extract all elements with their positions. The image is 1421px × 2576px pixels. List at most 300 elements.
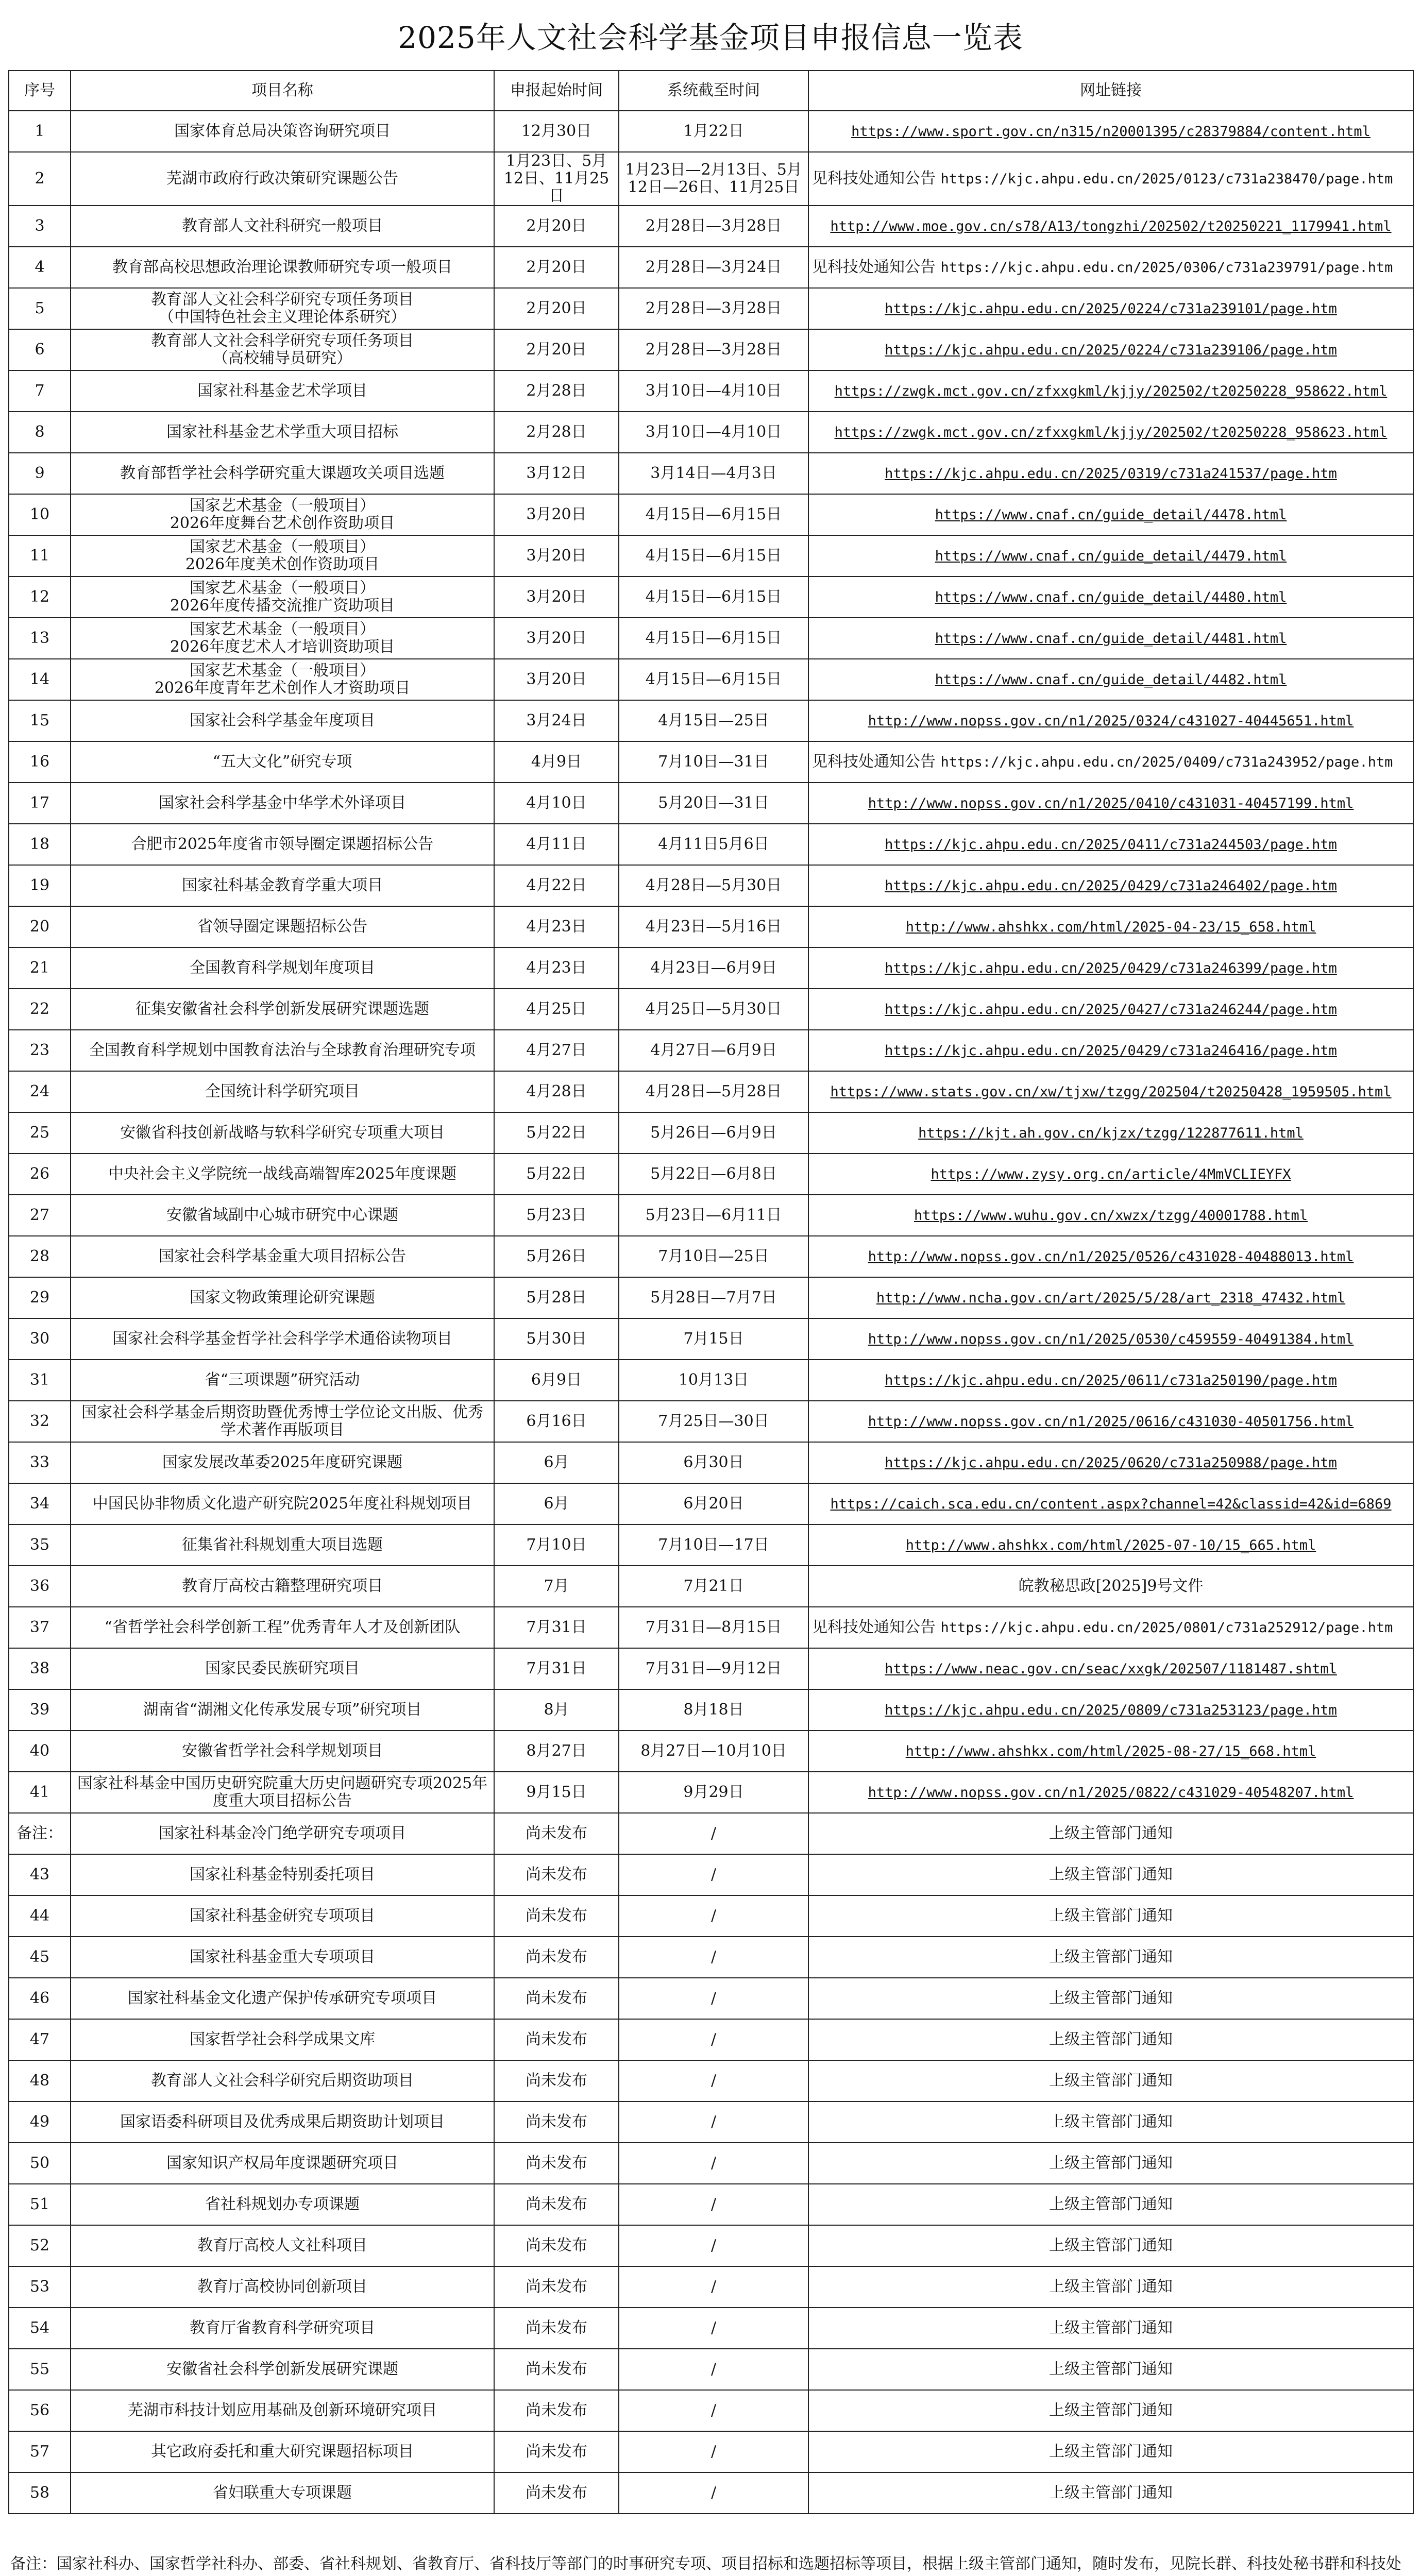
link-cell <box>808 1112 1413 1154</box>
project-name: 安徽省域副中心城市研究中心课题 <box>71 1195 494 1236</box>
row-number: 2 <box>9 152 71 206</box>
end-date: / <box>619 1978 808 2019</box>
page-title: 2025年人文社会科学基金项目申报信息一览表 <box>398 20 1023 55</box>
table-row <box>9 783 1413 824</box>
table-row <box>9 1483 1413 1524</box>
start-date: 7月31日 <box>494 1648 619 1689</box>
table-row <box>9 1318 1413 1360</box>
end-date: 4月25日—5月30日 <box>619 989 808 1030</box>
table-row <box>9 1648 1413 1689</box>
project-link[interactable]: http://www.ahshkx.com/html/2025-07-10/15_665.html <box>905 1537 1316 1553</box>
table-row <box>9 2472 1413 2514</box>
row-number: 28 <box>9 1236 71 1277</box>
notice-url[interactable]: https://kjc.ahpu.edu.cn/2025/0306/c731a239791/page.htm <box>940 259 1393 276</box>
table-row <box>9 1524 1413 1566</box>
header-start: 申报起始时间 <box>494 71 619 111</box>
row-number: 9 <box>9 453 71 494</box>
table-row <box>9 370 1413 412</box>
end-date: 4月23日—6月9日 <box>619 947 808 989</box>
project-link[interactable]: http://www.nopss.gov.cn/n1/2025/0324/c431027-40445651.html <box>868 713 1354 729</box>
start-date: 6月16日 <box>494 1401 619 1442</box>
project-name-line: 2026年度青年艺术创作人才资助项目 <box>154 679 411 697</box>
row-number: 24 <box>9 1071 71 1112</box>
table-row <box>9 1112 1413 1154</box>
project-link[interactable]: http://www.ahshkx.com/html/2025-08-27/15_668.html <box>905 1743 1316 1759</box>
link-cell: 上级主管部门通知 <box>808 2390 1413 2431</box>
start-date: 尚未发布 <box>494 2184 619 2225</box>
header-name: 项目名称 <box>71 71 494 111</box>
table-row <box>9 1277 1413 1318</box>
row-number: 7 <box>9 370 71 412</box>
project-link[interactable]: https://kjt.ah.gov.cn/kjzx/tzgg/122877611.html <box>918 1125 1304 1141</box>
project-link[interactable]: https://kjc.ahpu.edu.cn/2025/0429/c731a246399/page.htm <box>885 960 1337 976</box>
end-date: 7月25日—30日 <box>619 1401 808 1442</box>
end-date: 4月15日—6月15日 <box>619 494 808 535</box>
footer-note: 备注：国家社科办、国家哲学社科办、部委、省社科规划、省教育厅、省科技厅等部门的时事研究专项、项目招标和选题招标等项目，根据上级主管部门通知，随时发布，见院长群、科技处秘书群和科技处 <box>10 2555 1401 2573</box>
project-name-line: 国家艺术基金（一般项目） <box>190 620 375 638</box>
start-date: 尚未发布 <box>494 2102 619 2143</box>
end-date: / <box>619 2308 808 2349</box>
link-cell <box>808 329 1413 370</box>
table-row <box>9 206 1413 247</box>
link-cell <box>808 1772 1413 1813</box>
row-number: 6 <box>9 329 71 370</box>
project-name <box>71 329 494 370</box>
link-cell <box>808 1030 1413 1071</box>
link-cell <box>808 1524 1413 1566</box>
table-row <box>9 2102 1413 2143</box>
link-cell <box>808 1277 1413 1318</box>
project-link[interactable]: https://kjc.ahpu.edu.cn/2025/0411/c731a244503/page.htm <box>885 836 1337 853</box>
row-number: 18 <box>9 824 71 865</box>
end-date: 2月28日—3月28日 <box>619 206 808 247</box>
project-name: 芜湖市政府行政决策研究课题公告 <box>71 152 494 206</box>
project-link[interactable]: https://zwgk.mct.gov.cn/zfxxgkml/kjjy/202502/t20250228_958623.html <box>834 424 1388 440</box>
start-date: 3月20日 <box>494 659 619 700</box>
link-cell: 上级主管部门通知 <box>808 1813 1413 1854</box>
project-name: 教育部人文社科研究一般项目 <box>71 206 494 247</box>
row-number: 3 <box>9 206 71 247</box>
project-name: “五大文化”研究专项 <box>71 741 494 783</box>
end-date: / <box>619 2060 808 2102</box>
table-row <box>9 535 1413 577</box>
start-date: 7月10日 <box>494 1524 619 1566</box>
table-row <box>9 659 1413 700</box>
start-date: 6月 <box>494 1442 619 1483</box>
project-name: 教育部高校思想政治理论课教师研究专项一般项目 <box>71 247 494 288</box>
row-number: 22 <box>9 989 71 1030</box>
start-date: 5月23日 <box>494 1195 619 1236</box>
start-date: 8月 <box>494 1689 619 1731</box>
row-number: 21 <box>9 947 71 989</box>
project-name: 国家社会科学基金重大项目招标公告 <box>71 1236 494 1277</box>
link-cell <box>808 1607 1413 1648</box>
row-number: 53 <box>9 2266 71 2308</box>
start-date: 7月31日 <box>494 1607 619 1648</box>
table-row <box>9 2308 1413 2349</box>
end-date: 5月22日—6月8日 <box>619 1154 808 1195</box>
row-number: 40 <box>9 1731 71 1772</box>
start-date: 8月27日 <box>494 1731 619 1772</box>
table-row <box>9 2019 1413 2060</box>
project-name: 征集省社科规划重大项目选题 <box>71 1524 494 1566</box>
start-date: 尚未发布 <box>494 2266 619 2308</box>
project-name <box>71 288 494 329</box>
project-name: 中国民协非物质文化遗产研究院2025年度社科规划项目 <box>71 1483 494 1524</box>
end-date: / <box>619 2143 808 2184</box>
end-date: 7月10日—25日 <box>619 1236 808 1277</box>
start-date: 3月20日 <box>494 577 619 618</box>
project-link[interactable]: https://www.stats.gov.cn/xw/tjxw/tzgg/202504/t20250428_1959505.html <box>830 1083 1392 1100</box>
table-header-row <box>9 71 1413 111</box>
project-link[interactable]: http://www.ahshkx.com/html/2025-04-23/15_658.html <box>905 919 1316 935</box>
table-row <box>9 2225 1413 2266</box>
start-date: 2月20日 <box>494 329 619 370</box>
project-name-line: 2026年度美术创作资助项目 <box>185 555 380 573</box>
project-link[interactable]: http://www.nopss.gov.cn/n1/2025/0822/c431029-40548207.html <box>868 1784 1354 1801</box>
start-date: 4月22日 <box>494 865 619 906</box>
project-link[interactable]: https://caich.sca.edu.cn/content.aspx?channel=42&classid=42&id=6869 <box>830 1496 1392 1512</box>
project-link[interactable]: https://www.neac.gov.cn/seac/xxgk/202507/1181487.shtml <box>885 1660 1337 1677</box>
row-number: 29 <box>9 1277 71 1318</box>
row-number: 38 <box>9 1648 71 1689</box>
row-number: 19 <box>9 865 71 906</box>
end-date: 2月28日—3月28日 <box>619 329 808 370</box>
start-date: 4月28日 <box>494 1071 619 1112</box>
row-number: 15 <box>9 700 71 741</box>
row-number: 4 <box>9 247 71 288</box>
project-link[interactable]: http://www.nopss.gov.cn/n1/2025/0526/c431028-40488013.html <box>868 1248 1354 1265</box>
table-row <box>9 2390 1413 2431</box>
table-row <box>9 989 1413 1030</box>
table-row <box>9 247 1413 288</box>
start-date: 5月22日 <box>494 1154 619 1195</box>
table-row <box>9 1030 1413 1071</box>
table-row <box>9 1772 1413 1813</box>
project-name-line: 国家艺术基金（一般项目） <box>190 662 375 680</box>
project-link[interactable]: https://kjc.ahpu.edu.cn/2025/0429/c731a246402/page.htm <box>885 877 1337 894</box>
row-number: 47 <box>9 2019 71 2060</box>
start-date: 尚未发布 <box>494 1813 619 1854</box>
table-row <box>9 824 1413 865</box>
row-number: 33 <box>9 1442 71 1483</box>
row-number: 54 <box>9 2308 71 2349</box>
project-name: 国家社会科学基金后期资助暨优秀博士学位论文出版、优秀学术著作再版项目 <box>71 1401 494 1442</box>
project-name: 教育厅高校人文社科项目 <box>71 2225 494 2266</box>
project-name-line: 国家艺术基金（一般项目） <box>190 538 375 556</box>
table-row <box>9 741 1413 783</box>
project-link[interactable]: https://kjc.ahpu.edu.cn/2025/0429/c731a246416/page.htm <box>885 1042 1337 1059</box>
row-number: 32 <box>9 1401 71 1442</box>
link-cell: 上级主管部门通知 <box>808 2431 1413 2472</box>
start-date: 2月28日 <box>494 412 619 453</box>
project-name: 省社科规划办专项课题 <box>71 2184 494 2225</box>
link-cell <box>808 206 1413 247</box>
project-name: 国家社会科学基金哲学社会科学学术通俗读物项目 <box>71 1318 494 1360</box>
start-date: 3月20日 <box>494 535 619 577</box>
link-cell <box>808 152 1413 206</box>
link-cell <box>808 1648 1413 1689</box>
start-date: 尚未发布 <box>494 1978 619 2019</box>
link-cell <box>808 659 1413 700</box>
project-name: 教育部哲学社会科学研究重大课题攻关项目选题 <box>71 453 494 494</box>
row-number: 52 <box>9 2225 71 2266</box>
table-row <box>9 1236 1413 1277</box>
end-date: 4月28日—5月28日 <box>619 1071 808 1112</box>
table-row <box>9 288 1413 329</box>
start-date: 2月20日 <box>494 206 619 247</box>
notice-url[interactable]: https://kjc.ahpu.edu.cn/2025/0409/c731a243952/page.htm <box>940 754 1393 770</box>
table-row <box>9 1731 1413 1772</box>
start-date: 尚未发布 <box>494 1854 619 1895</box>
end-date: / <box>619 2390 808 2431</box>
project-name <box>71 577 494 618</box>
link-cell: 上级主管部门通知 <box>808 2308 1413 2349</box>
row-number: 46 <box>9 1978 71 2019</box>
table-row <box>9 494 1413 535</box>
table-row <box>9 2431 1413 2472</box>
project-link[interactable]: https://www.cnaf.cn/guide_detail/4479.html <box>935 548 1287 564</box>
table-row <box>9 906 1413 947</box>
link-cell <box>808 453 1413 494</box>
row-number: 5 <box>9 288 71 329</box>
project-name: 国家社科基金中国历史研究院重大历史问题研究专项2025年度重大项目招标公告 <box>71 1772 494 1813</box>
project-name: 国家社科基金特别委托项目 <box>71 1854 494 1895</box>
link-cell <box>808 741 1413 783</box>
table-row <box>9 2060 1413 2102</box>
project-name: 国家社会科学基金中华学术外译项目 <box>71 783 494 824</box>
project-name-line: 国家艺术基金（一般项目） <box>190 579 375 597</box>
row-number: 20 <box>9 906 71 947</box>
row-number: 39 <box>9 1689 71 1731</box>
start-date: 2月20日 <box>494 247 619 288</box>
project-name-line: 教育部人文社会科学研究专项任务项目 <box>151 332 414 350</box>
end-date: 3月14日—4月3日 <box>619 453 808 494</box>
project-name: 教育厅高校协同创新项目 <box>71 2266 494 2308</box>
project-name: 安徽省哲学社会科学规划项目 <box>71 1731 494 1772</box>
link-cell <box>808 1442 1413 1483</box>
start-date: 4月9日 <box>494 741 619 783</box>
end-date: 5月26日—6月9日 <box>619 1112 808 1154</box>
project-link[interactable]: https://www.cnaf.cn/guide_detail/4482.html <box>935 671 1287 688</box>
start-date: 4月10日 <box>494 783 619 824</box>
table-row <box>9 700 1413 741</box>
start-date: 4月27日 <box>494 1030 619 1071</box>
project-name: 全国教育科学规划年度项目 <box>71 947 494 989</box>
end-date: 4月15日—6月15日 <box>619 535 808 577</box>
link-cell: 上级主管部门通知 <box>808 2143 1413 2184</box>
start-date: 3月20日 <box>494 494 619 535</box>
row-number: 57 <box>9 2431 71 2472</box>
end-date: 10月13日 <box>619 1360 808 1401</box>
row-number: 10 <box>9 494 71 535</box>
end-date: 7月21日 <box>619 1566 808 1607</box>
start-date: 尚未发布 <box>494 1895 619 1937</box>
start-date: 尚未发布 <box>494 2472 619 2514</box>
project-link[interactable]: https://kjc.ahpu.edu.cn/2025/0611/c731a250190/page.htm <box>885 1372 1337 1388</box>
project-name: 省领导圈定课题招标公告 <box>71 906 494 947</box>
link-cell <box>808 783 1413 824</box>
row-number: 56 <box>9 2390 71 2431</box>
project-link[interactable]: http://www.nopss.gov.cn/n1/2025/0616/c431030-40501756.html <box>868 1413 1354 1430</box>
project-name: 湖南省“湖湘文化传承发展专项”研究项目 <box>71 1689 494 1731</box>
end-date: 4月28日—5月30日 <box>619 865 808 906</box>
end-date: 2月28日—3月24日 <box>619 247 808 288</box>
project-name: 其它政府委托和重大研究课题招标项目 <box>71 2431 494 2472</box>
row-number: 50 <box>9 2143 71 2184</box>
notice-prefix: 见科技处通知公告 <box>812 169 941 188</box>
table-row <box>9 1154 1413 1195</box>
project-name: 国家社会科学基金年度项目 <box>71 700 494 741</box>
end-date: / <box>619 2266 808 2308</box>
start-date: 3月12日 <box>494 453 619 494</box>
row-number: 12 <box>9 577 71 618</box>
link-cell: 上级主管部门通知 <box>808 2225 1413 2266</box>
table-row <box>9 2143 1413 2184</box>
row-number: 16 <box>9 741 71 783</box>
notice-prefix: 见科技处通知公告 <box>812 258 941 276</box>
project-link[interactable]: http://www.nopss.gov.cn/n1/2025/0410/c431031-40457199.html <box>868 795 1354 811</box>
end-date: / <box>619 2184 808 2225</box>
start-date: 4月25日 <box>494 989 619 1030</box>
table-row <box>9 1360 1413 1401</box>
end-date: 7月15日 <box>619 1318 808 1360</box>
table-row <box>9 1071 1413 1112</box>
project-name: 国家语委科研项目及优秀成果后期资助计划项目 <box>71 2102 494 2143</box>
start-date: 5月26日 <box>494 1236 619 1277</box>
table-row <box>9 947 1413 989</box>
link-cell: 上级主管部门通知 <box>808 2472 1413 2514</box>
project-table <box>8 70 1414 2514</box>
end-date: 9月29日 <box>619 1772 808 1813</box>
link-cell <box>808 865 1413 906</box>
end-date: 5月28日—7月7日 <box>619 1277 808 1318</box>
project-link[interactable]: https://kjc.ahpu.edu.cn/2025/0427/c731a246244/page.htm <box>885 1001 1337 1018</box>
project-name: 国家哲学社会科学成果文库 <box>71 2019 494 2060</box>
project-name: 国家发展改革委2025年度研究课题 <box>71 1442 494 1483</box>
project-name: 省“三项课题”研究活动 <box>71 1360 494 1401</box>
start-date: 6月 <box>494 1483 619 1524</box>
start-date: 尚未发布 <box>494 1937 619 1978</box>
row-number: 23 <box>9 1030 71 1071</box>
project-link[interactable]: https://www.sport.gov.cn/n315/n20001395/c28379884/content.html <box>851 123 1371 140</box>
row-number: 36 <box>9 1566 71 1607</box>
link-cell <box>808 535 1413 577</box>
project-link[interactable]: https://www.cnaf.cn/guide_detail/4480.html <box>935 589 1287 605</box>
link-cell: 上级主管部门通知 <box>808 2019 1413 2060</box>
project-name: 全国教育科学规划中国教育法治与全球教育治理研究专项 <box>71 1030 494 1071</box>
link-cell: 上级主管部门通知 <box>808 2102 1413 2143</box>
project-link[interactable]: https://kjc.ahpu.edu.cn/2025/0224/c731a239106/page.htm <box>885 342 1337 358</box>
link-cell <box>808 577 1413 618</box>
project-name: 安徽省科技创新战略与软科学研究专项重大项目 <box>71 1112 494 1154</box>
row-number: 13 <box>9 618 71 659</box>
start-date: 4月23日 <box>494 906 619 947</box>
row-number: 26 <box>9 1154 71 1195</box>
header-end: 系统截至时间 <box>619 71 808 111</box>
row-number: 11 <box>9 535 71 577</box>
start-date: 3月24日 <box>494 700 619 741</box>
row-number: 30 <box>9 1318 71 1360</box>
project-name: 全国统计科学研究项目 <box>71 1071 494 1112</box>
row-number: 37 <box>9 1607 71 1648</box>
start-date: 尚未发布 <box>494 2308 619 2349</box>
project-name: “省哲学社会科学创新工程”优秀青年人才及创新团队 <box>71 1607 494 1648</box>
row-number: 41 <box>9 1772 71 1813</box>
table-row <box>9 111 1413 152</box>
link-cell <box>808 1689 1413 1731</box>
end-date: 7月10日—31日 <box>619 741 808 783</box>
project-link[interactable]: https://kjc.ahpu.edu.cn/2025/0620/c731a250988/page.htm <box>885 1454 1337 1471</box>
project-name: 国家社科基金重大专项项目 <box>71 1937 494 1978</box>
end-date: 3月10日—4月10日 <box>619 412 808 453</box>
link-cell: 上级主管部门通知 <box>808 2184 1413 2225</box>
project-link[interactable]: https://www.wuhu.gov.cn/xwzx/tzgg/40001788.html <box>914 1207 1308 1224</box>
table-row <box>9 1854 1413 1895</box>
start-date: 尚未发布 <box>494 2143 619 2184</box>
row-number: 34 <box>9 1483 71 1524</box>
start-date: 尚未发布 <box>494 2225 619 2266</box>
start-date: 7月 <box>494 1566 619 1607</box>
link-cell <box>808 1360 1413 1401</box>
row-number: 17 <box>9 783 71 824</box>
project-link[interactable]: https://www.cnaf.cn/guide_detail/4481.html <box>935 630 1287 647</box>
project-link[interactable]: https://www.cnaf.cn/guide_detail/4478.html <box>935 506 1287 523</box>
end-date: 4月27日—6月9日 <box>619 1030 808 1071</box>
link-cell: 上级主管部门通知 <box>808 2060 1413 2102</box>
link-cell <box>808 247 1413 288</box>
end-date: / <box>619 1854 808 1895</box>
project-link[interactable]: https://kjc.ahpu.edu.cn/2025/0809/c731a253123/page.htm <box>885 1702 1337 1718</box>
start-date: 9月15日 <box>494 1772 619 1813</box>
project-name: 省妇联重大专项课题 <box>71 2472 494 2514</box>
end-date: 5月23日—6月11日 <box>619 1195 808 1236</box>
end-date: / <box>619 2225 808 2266</box>
project-link[interactable]: https://zwgk.mct.gov.cn/zfxxgkml/kjjy/202502/t20250228_958622.html <box>834 383 1388 399</box>
notice-prefix: 见科技处通知公告 <box>812 1618 941 1636</box>
start-date: 尚未发布 <box>494 2390 619 2431</box>
project-link[interactable]: http://www.moe.gov.cn/s78/A13/tongzhi/202502/t20250221_1179941.html <box>830 218 1392 234</box>
link-cell <box>808 1071 1413 1112</box>
link-cell <box>808 1318 1413 1360</box>
table-row <box>9 329 1413 370</box>
start-date: 尚未发布 <box>494 2431 619 2472</box>
link-cell <box>808 1731 1413 1772</box>
end-date: / <box>619 2019 808 2060</box>
end-date: 2月28日—3月28日 <box>619 288 808 329</box>
end-date: 7月10日—17日 <box>619 1524 808 1566</box>
row-number: 8 <box>9 412 71 453</box>
start-date: 尚未发布 <box>494 2349 619 2390</box>
start-date: 2月28日 <box>494 370 619 412</box>
project-name <box>71 535 494 577</box>
notice-url[interactable]: https://kjc.ahpu.edu.cn/2025/0123/c731a238470/page.htm <box>940 171 1393 187</box>
end-date: 6月30日 <box>619 1442 808 1483</box>
row-number: 45 <box>9 1937 71 1978</box>
end-date: 4月23日—5月16日 <box>619 906 808 947</box>
link-cell <box>808 288 1413 329</box>
project-link[interactable]: https://kjc.ahpu.edu.cn/2025/0224/c731a239101/page.htm <box>885 300 1337 317</box>
start-date: 5月22日 <box>494 1112 619 1154</box>
link-cell <box>808 824 1413 865</box>
project-link[interactable]: https://www.zysy.org.cn/article/4MmVCLIEYFX <box>931 1166 1291 1182</box>
project-link[interactable]: http://www.nopss.gov.cn/n1/2025/0530/c459559-40491384.html <box>868 1331 1354 1347</box>
project-link[interactable]: https://kjc.ahpu.edu.cn/2025/0319/c731a241537/page.htm <box>885 465 1337 482</box>
project-link[interactable]: http://www.ncha.gov.cn/art/2025/5/28/art_2318_47432.html <box>876 1290 1346 1306</box>
link-cell <box>808 618 1413 659</box>
notice-url[interactable]: https://kjc.ahpu.edu.cn/2025/0801/c731a252912/page.htm <box>940 1619 1393 1636</box>
project-name: 征集安徽省社会科学创新发展研究课题选题 <box>71 989 494 1030</box>
